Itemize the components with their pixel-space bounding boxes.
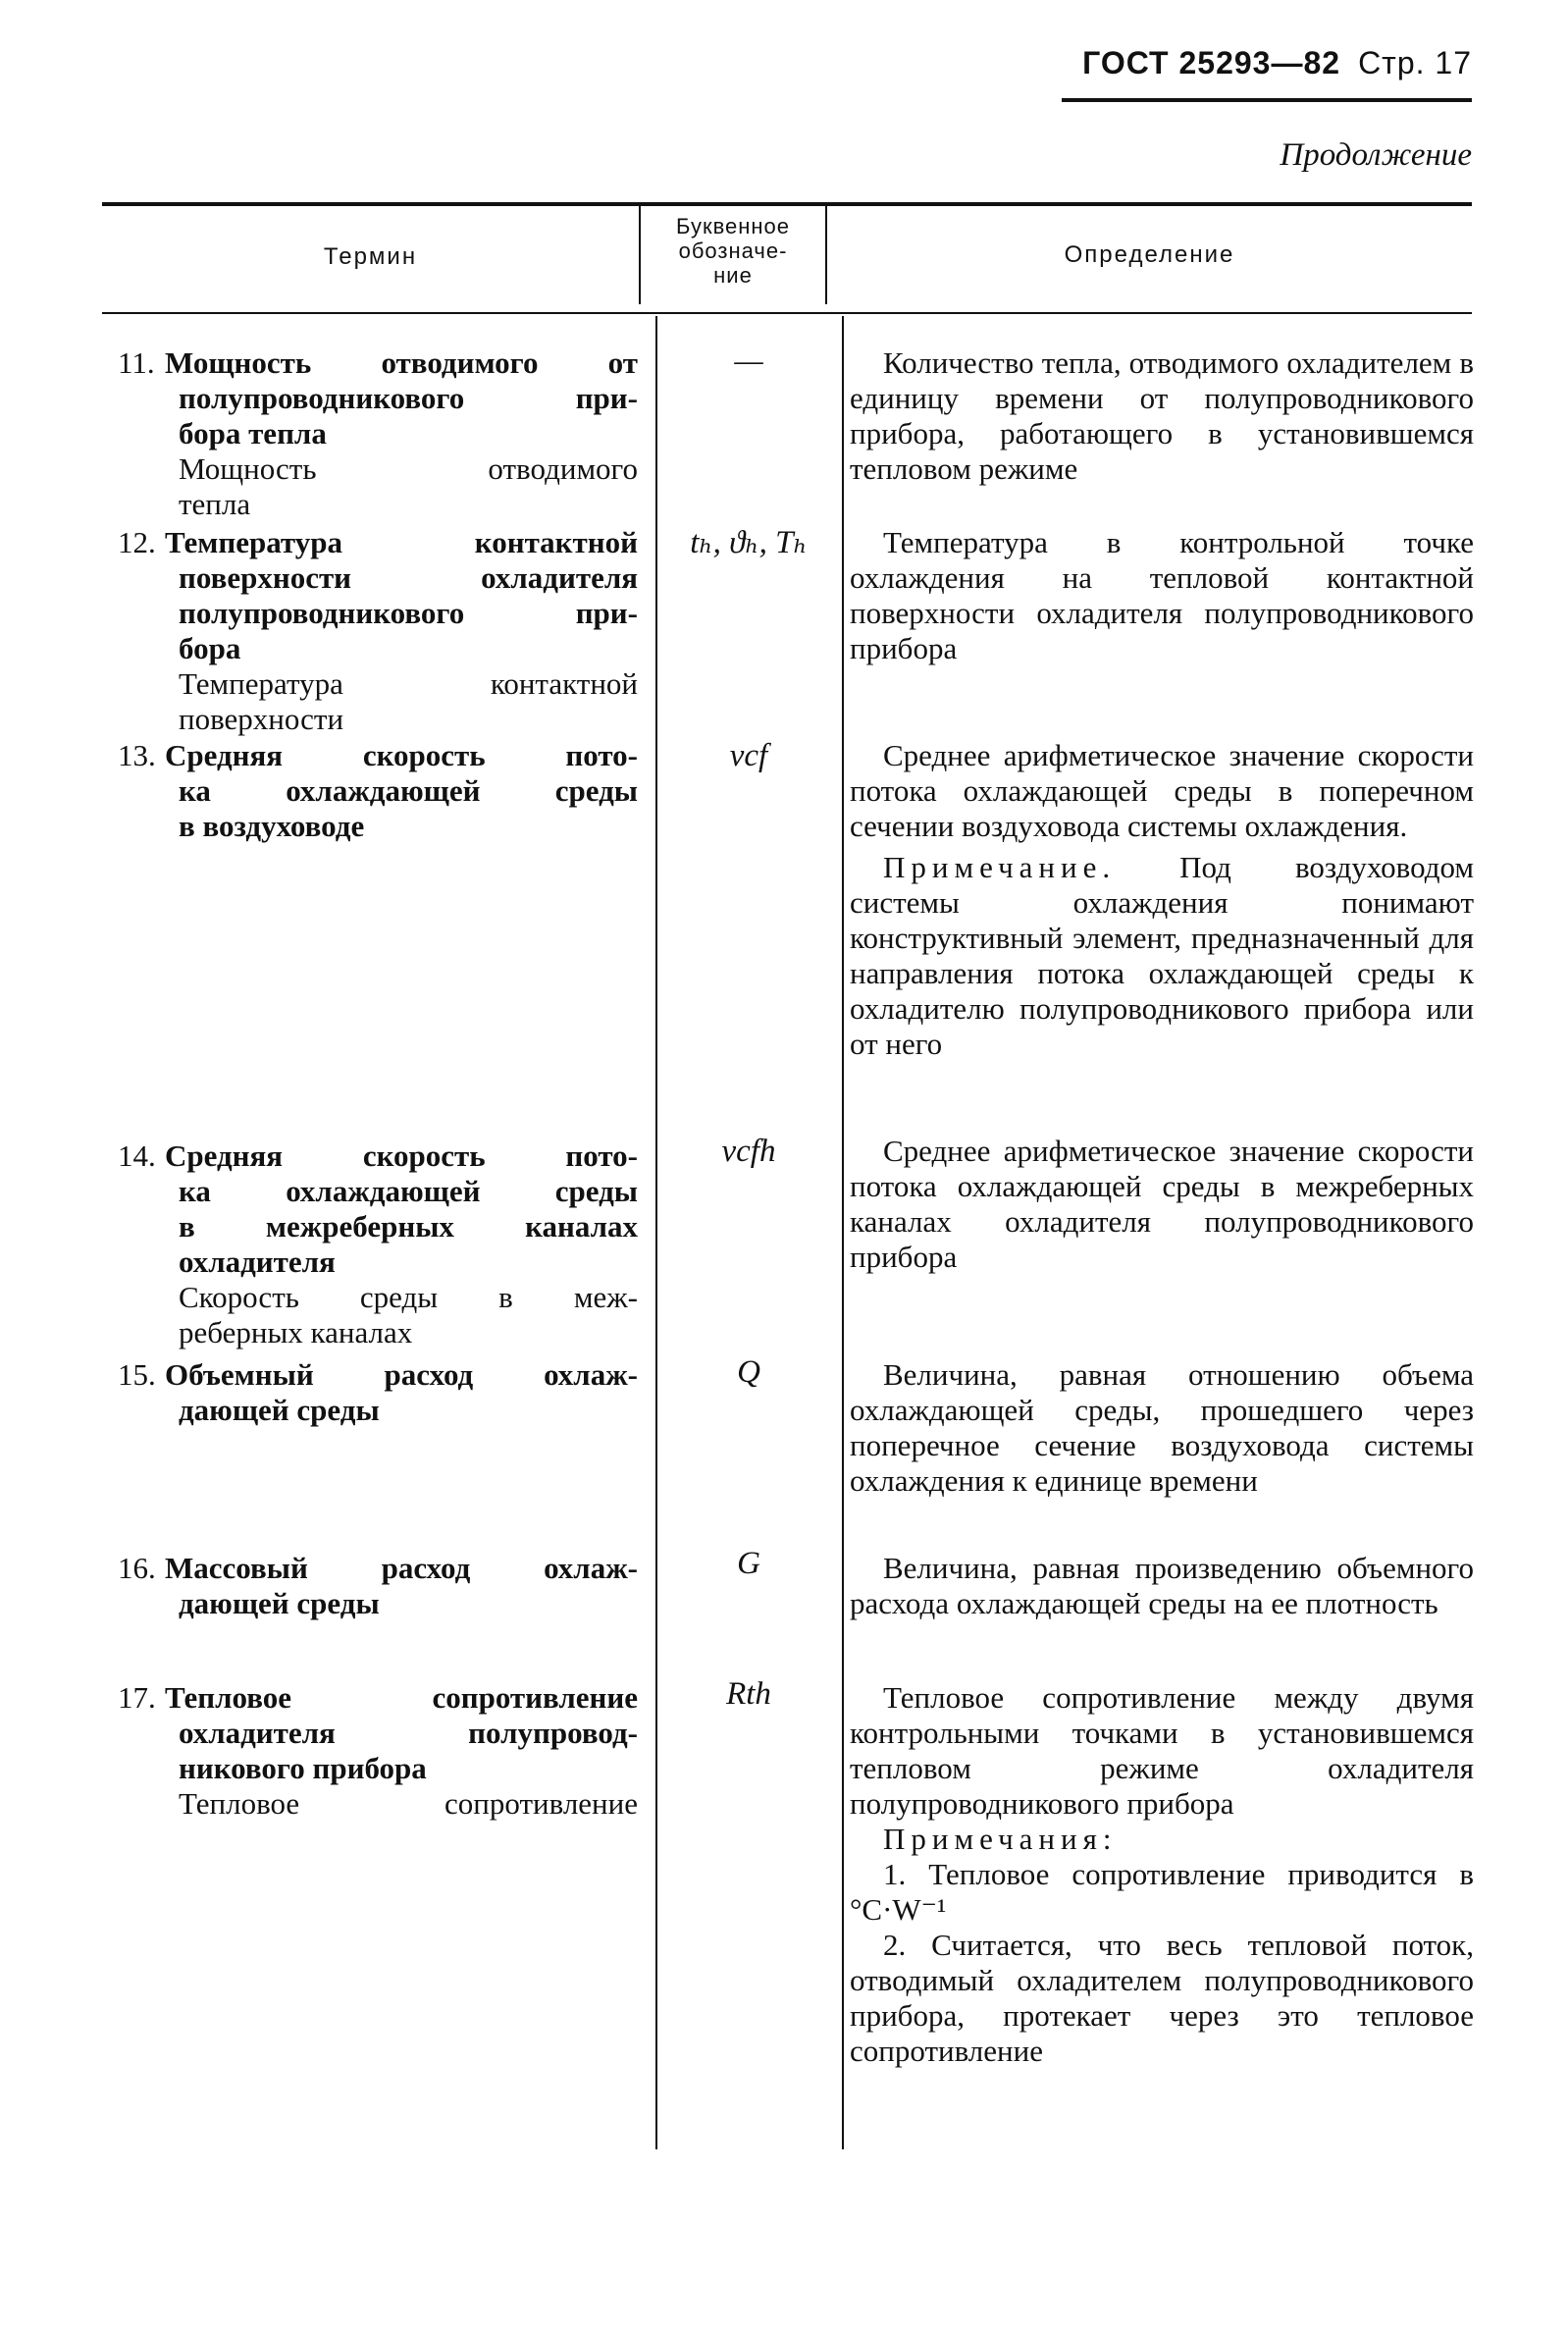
term-13 <box>118 738 638 844</box>
term-text: Мощность отводимого от <box>165 345 638 380</box>
table-top-rule <box>102 202 1472 206</box>
term-14 <box>118 1138 638 1350</box>
definition-13: Среднее арифметическое значение скорости потока охлаждающей среды в поперечном сечении воздуховода системы охлаждения. Примечание. Под воздуховодом системы охлаждения понимают конструктивный элемент, предназначенный для направления потока охлаждающей среды к охладителю полупроводникового прибора или от него <box>850 738 1474 1061</box>
term-number: 15. <box>118 1357 156 1392</box>
table-header-rule <box>102 312 1472 314</box>
symbol-15: Q <box>737 1354 760 1390</box>
short-term: Температура контактной <box>179 666 638 701</box>
column-header-term: Термин <box>323 243 418 270</box>
term-text: Объемный расход охлаж- <box>165 1357 638 1392</box>
term-text: Средняя скорость пото- <box>165 738 638 772</box>
term-text: полупроводникового при- <box>179 381 638 415</box>
header-rule <box>1062 98 1472 102</box>
symbol-14: vcfh <box>721 1134 776 1169</box>
standard-number: ГОСТ 25293—82 <box>1082 45 1341 80</box>
term-number: 17. <box>118 1680 156 1715</box>
term-number: 16. <box>118 1551 156 1585</box>
term-text: ка охлаждающей среды <box>179 1174 638 1208</box>
symbol-17: Rth <box>726 1676 771 1712</box>
symbol-12: tₕ, ϑₕ, Tₕ <box>690 525 808 560</box>
term-text: дающей среды <box>179 1586 380 1620</box>
note-label: Примечания: <box>883 1822 1118 1856</box>
short-term: тепла <box>179 487 251 521</box>
definition-15: Величина, равная отношению объема охлаждающей среды, прошедшего через поперечное сечение воздуховода системы охлаждения к единице времени <box>850 1357 1474 1498</box>
short-term: Скорость среды в меж- <box>179 1280 638 1314</box>
note-text: Под воздуховодом системы охлаждения понимают конструктивный элемент, предназначенный для направления потока охлаждающей среды к охладителю полупроводникового прибора или от него <box>850 850 1474 1061</box>
term-text: поверхности охладителя <box>179 560 638 595</box>
term-text: ка охлаждающей среды <box>179 773 638 808</box>
column-divider <box>655 316 657 2149</box>
symbol-13: vcf <box>729 738 768 773</box>
note-item: 1. Тепловое сопротивление приводится в °C·W⁻¹ <box>850 1857 1474 1927</box>
definition-11: Количество тепла, отводимого охладителем в единицу времени от полупроводникового прибора, работающего в установившемся тепловом режиме <box>850 345 1474 486</box>
term-12 <box>118 525 638 737</box>
definition-12: Температура в контрольной точке охлаждения на тепловой контактной поверхности охладителя полупроводникового прибора <box>850 525 1474 665</box>
definition-17: Тепловое сопротивление между двумя контрольными точками в установившемся тепловом режиме охладителя полупроводникового прибора Примечания: 1. Тепловое сопротивление приводится в °C·W⁻¹ 2. Считается, что весь тепловой поток, отводимый охладителем полупроводникового прибора, протекает через это тепловое сопротивление <box>850 1680 1474 2068</box>
term-number: 11. <box>118 345 155 380</box>
term-text: в межреберных каналах <box>179 1209 638 1243</box>
term-text: Массовый расход охлаж- <box>165 1551 638 1585</box>
term-text: бора тепла <box>179 416 327 450</box>
term-text: Средняя скорость пото- <box>165 1138 638 1173</box>
term-text: охладителя <box>179 1244 336 1279</box>
symbol-16: G <box>737 1546 760 1581</box>
term-text: охладителя полупровод- <box>179 1716 638 1750</box>
symbol-11: — <box>734 344 763 379</box>
short-term: Мощность отводимого <box>179 451 638 486</box>
short-term: поверхности <box>179 702 344 736</box>
page-header <box>1082 45 1472 81</box>
term-16 <box>118 1551 638 1621</box>
term-text: Температура контактной <box>165 525 638 559</box>
term-17 <box>118 1680 638 1822</box>
note-item: 2. Считается, что весь тепловой поток, отводимый охладителем полупроводникового прибора, протекает через это тепловое сопротивление <box>850 1928 1474 2068</box>
term-text: дающей среды <box>179 1393 380 1427</box>
short-term: Тепловое сопротивление <box>179 1786 638 1821</box>
page-number: Стр. 17 <box>1358 45 1472 80</box>
term-text: в воздуховоде <box>179 809 365 843</box>
term-text: полупроводникового при- <box>179 596 638 630</box>
term-11 <box>118 345 638 522</box>
term-text: Тепловое сопротивление <box>165 1680 638 1715</box>
term-text: никового прибора <box>179 1751 427 1785</box>
column-header-definition: Определение <box>1064 241 1235 268</box>
continuation-label: Продолжение <box>1280 137 1472 173</box>
note-label: Примечание. <box>883 850 1117 884</box>
term-number: 12. <box>118 525 156 559</box>
definition-16: Величина, равная произведению объемного расхода охлаждающей среды на ее плотность <box>850 1551 1474 1620</box>
term-text: бора <box>179 631 241 665</box>
term-15 <box>118 1357 638 1428</box>
column-header-symbol: Буквенное обозначе- ние <box>675 214 791 288</box>
short-term: реберных каналах <box>179 1315 413 1349</box>
term-number: 13. <box>118 738 156 772</box>
column-divider <box>842 316 844 2149</box>
definition-14: Среднее арифметическое значение скорости потока охлаждающей среды в межреберных каналах охладителя полупроводникового прибора <box>850 1134 1474 1274</box>
term-number: 14. <box>118 1138 156 1173</box>
